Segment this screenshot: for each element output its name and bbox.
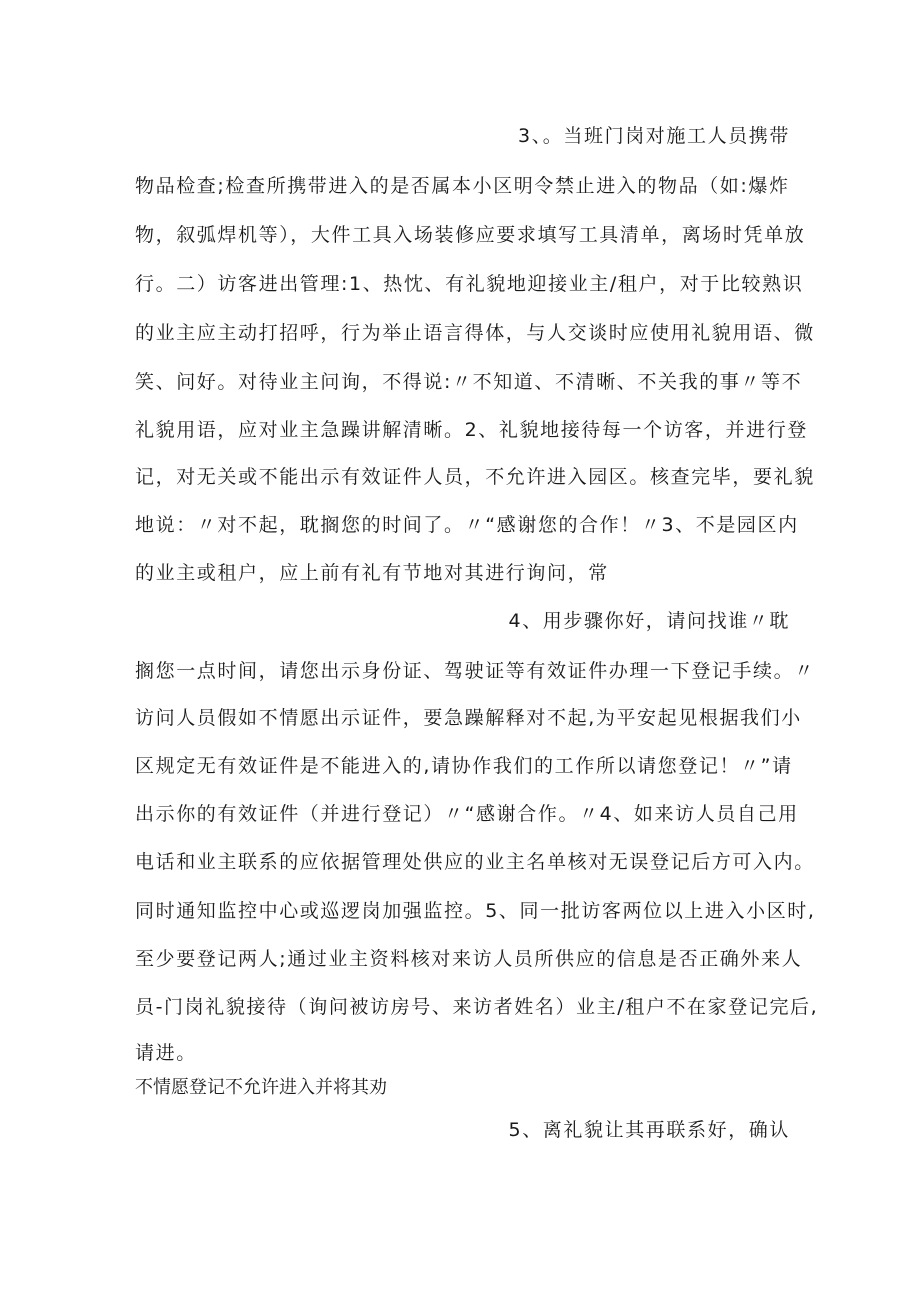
text-line: 行。二）访客进出管理:1、热忱、有礼貌地迎接业主/租户，对于比较熟识: [135, 273, 804, 295]
text-line: 物，叙弧焊机等），大件工具入场装修应要求填写工具清单，离场时凭单放: [135, 224, 806, 246]
text-line: 不情愿登记不允许进入并将其劝: [135, 1077, 387, 1098]
text-line: 礼貌用语，应对业主急躁讲解清晰。2、礼貌地接待每一个访客，并进行登: [135, 419, 808, 441]
text-line: 访问人员假如不情愿出示证件，要急躁解释对不起,为平安起见根据我们小: [135, 707, 802, 729]
text-line: 的业主或租户，应上前有礼有节地对其进行询问，常: [135, 562, 609, 584]
text-line: 5、离礼貌让其再联系好，确认: [508, 1119, 790, 1141]
text-line: 地说：〃对不起，耽搁您的时间了。〃“感谢您的合作！〃3、不是园区内: [135, 514, 799, 536]
text-line: 记，对无关或不能出示有效证件人员，不允许进入园区。核查完毕，要礼貌: [135, 466, 815, 488]
text-line: 至少要登记两人;通过业主资料核对来访人员所供应的信息是否正确外来人: [135, 948, 803, 970]
text-line: 出示你的有效证件（并进行登记）〃“感谢合作。〃4、如来访人员自己用: [135, 803, 799, 825]
text-line: 请进。: [135, 1042, 197, 1064]
text-line: 3、。当班门岗对施工人员携带: [518, 125, 790, 147]
text-line: 笑、问好。对待业主问询，不得说:〃不知道、不清晰、不关我的事〃等不: [135, 371, 803, 393]
text-line: 区规定无有效证件是不能进入的,请协作我们的工作所以请您登记！〃”请: [135, 755, 793, 777]
text-line: 物品检查;检查所携带进入的是否属本小区明令禁止进入的物品（如:爆炸: [135, 175, 790, 197]
text-line: 电话和业主联系的应依据管理处供应的业主名单核对无误登记后方可入内。: [135, 851, 815, 873]
text-line: 员-门岗礼貌接待（询问被访房号、来访者姓名）业主/租户不在家登记完后,: [135, 996, 819, 1018]
text-line: 搁您一点时间，请您出示身份证、驾驶证等有效证件办理一下登记手续。〃: [135, 660, 815, 682]
text-line: 4、用步骤你好，请问找谁〃耽: [508, 610, 790, 632]
text-line: 的业主应主动打招呼，行为举止语言得体，与人交谈时应使用礼貌用语、微: [135, 322, 815, 344]
text-line: 同时通知监控中心或巡逻岗加强监控。5、同一批访客两位以上进入小区时,: [135, 900, 816, 922]
